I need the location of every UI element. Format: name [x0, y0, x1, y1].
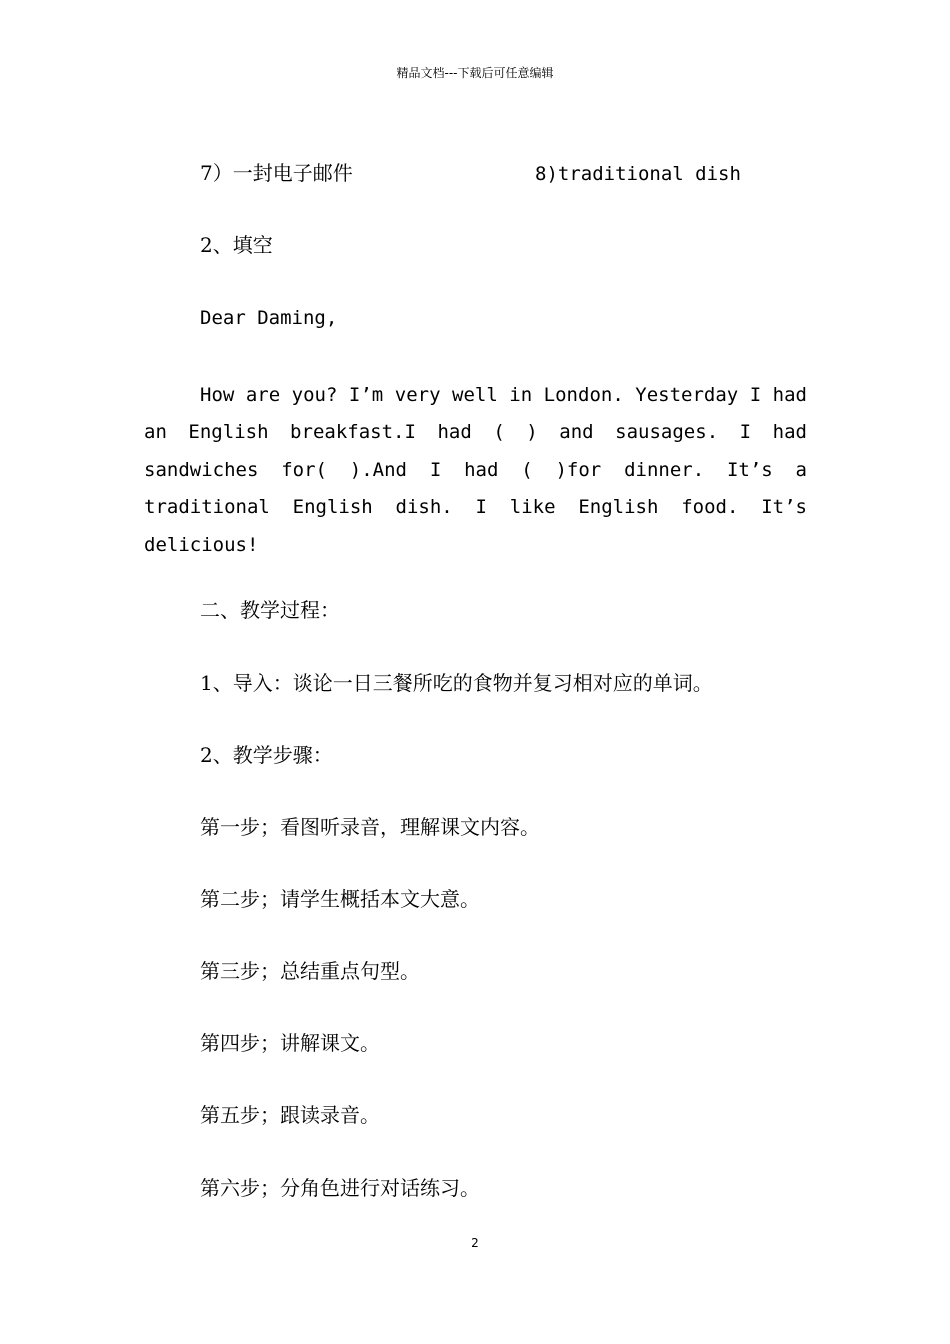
letter-greeting: Dear Daming,: [200, 307, 338, 329]
teaching-step: 第六步；分角色进行对话练习。: [200, 1176, 480, 1200]
teaching-heading: 二、教学过程：: [200, 598, 340, 622]
vocab-item-7: 7）一封电子邮件: [200, 161, 353, 185]
page-header: 精品文档---下载后可任意编辑: [396, 66, 554, 80]
vocab-item-8: 8)traditional dish: [535, 163, 741, 185]
teaching-steps-heading: 2、教学步骤：: [200, 743, 333, 767]
teaching-step: 第四步；讲解课文。: [200, 1031, 380, 1055]
teaching-intro: 1、导入：谈论一日三餐所吃的食物并复习相对应的单词。: [200, 671, 713, 695]
teaching-step: 第五步；跟读录音。: [200, 1103, 380, 1127]
section-fill-heading: 2、填空: [200, 233, 273, 257]
letter-body: How are you? I’m very well in London. Yesterday I had an English breakfast.I had ( ) and sausages. I had sandwiches for( ).And I had ( )for dinner. It’s a traditional English dish. I like English food. It’s delicious!: [144, 384, 807, 556]
teaching-step: 第三步；总结重点句型。: [200, 959, 420, 983]
teaching-step: 第一步；看图听录音，理解课文内容。: [200, 815, 540, 839]
page-number: 2: [471, 1236, 479, 1250]
teaching-step: 第二步；请学生概括本文大意。: [200, 887, 480, 911]
